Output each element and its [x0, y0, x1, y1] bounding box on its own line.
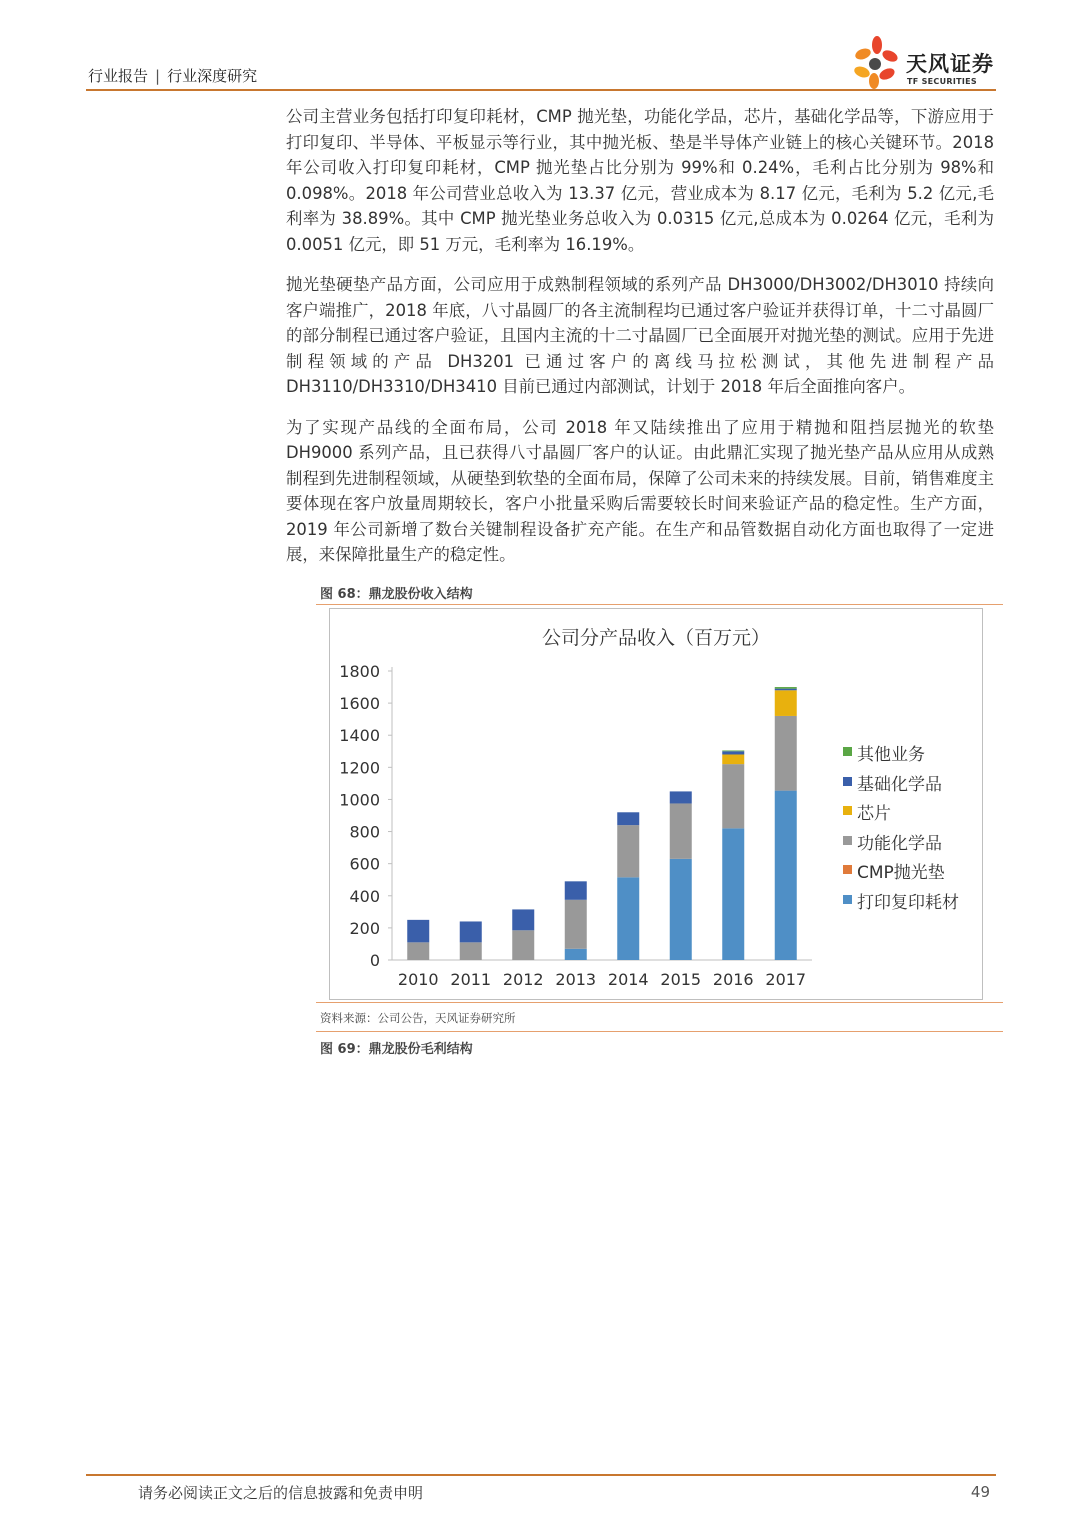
x-tick-label: 2012: [502, 970, 544, 989]
legend-label: 打印复印耗材: [857, 892, 959, 913]
y-tick-label: 1200: [339, 758, 380, 778]
report-category: [88, 65, 257, 86]
y-tick-label: 1600: [339, 694, 380, 714]
chart-legend: [843, 740, 978, 918]
paragraph-1: 公司主营业务包括打印复印耗材，CMP 抛光垫，功能化学品，芯片，基础化学品等，下游应用于打印复印、半导体、平板显示等行业，其中抛光板、垫是半导体产业链上的核心关键环节。2018 年公司收入打印复印耗材，CMP 抛光垫占比分别为 99%和 0.24%，毛利占比分别为 98%和 0.098%。2018 年公司营业总收入为 13.37 亿元，营业成本为 8.17 亿元，毛利为 5.2 亿元,毛利率为 38.89%。其中 CMP 抛光垫业务总收入为 0.0315 亿元,总成本为 0.0264 亿元，毛利为 0.0051 亿元，即 51 万元，毛利率为 16.19%。: [286, 107, 994, 254]
y-tick-label: 200: [349, 918, 380, 938]
bar-segment: [617, 812, 639, 825]
y-tick-label: 600: [349, 854, 380, 874]
bar-segment: [670, 791, 692, 803]
y-tick-label: 1800: [339, 662, 380, 681]
paragraph-3: 为了实现产品线的全面布局，公司 2018 年又陆续推出了应用于精抛和阻挡层抛光的软垫DH9000 系列产品，且已获得八寸晶圆厂客户的认证。由此鼎汇实现了抛光垫产品从应用从成熟制程到先进制程领域，从硬垫到软垫的全面布局，保障了公司未来的持续发展。目前，销售难度主要体现在客户放量周期较长，客户小批量采购后需要较长时间来验证产品的稳定性。生产方面，2019 年公司新增了数台关键制程设备扩充产能。在生产和品管数据自动化方面也取得了一定进展，来保障批量生产的稳定性。: [286, 417, 994, 564]
legend-swatch: [843, 865, 852, 874]
figure-68-source: 资料来源：公司公告，天风证券研究所: [320, 1011, 516, 1025]
x-tick-label: 2011: [450, 970, 492, 989]
bar-segment: [775, 716, 797, 791]
company-logo: [850, 34, 1000, 90]
footer-divider: [86, 1474, 996, 1476]
x-tick-label: 2015: [660, 970, 702, 989]
bar-segment: [407, 942, 429, 960]
y-tick-label: 800: [349, 822, 380, 842]
bar-segment: [617, 825, 639, 877]
bar-segment: [722, 751, 744, 754]
bar-segment: [722, 764, 744, 828]
x-tick-label: 2010: [397, 970, 439, 989]
bar-segment: [722, 828, 744, 960]
legend-label: 基础化学品: [857, 774, 942, 795]
revenue-chart: [329, 608, 983, 1000]
header-divider: [86, 89, 996, 91]
bar-segment: [722, 750, 744, 751]
logo-text-en: TF SECURITIES: [907, 77, 977, 86]
bar-segment: [775, 791, 797, 960]
legend-item: [843, 829, 978, 859]
bar-segment: [407, 920, 429, 942]
legend-label: 其他业务: [857, 745, 925, 765]
header-separator: |: [155, 67, 161, 85]
x-tick-label: 2017: [765, 970, 807, 989]
chart-title: 公司分产品收入（百万元）: [541, 627, 770, 649]
legend-label: CMP抛光垫: [857, 863, 945, 884]
x-tick-label: 2016: [712, 970, 754, 989]
bar-segment: [460, 942, 482, 960]
report-subsection: 行业深度研究: [167, 67, 258, 85]
logo-text-cn: 天风证券: [906, 52, 994, 76]
bar-segment: [722, 754, 744, 764]
legend-item: [843, 888, 978, 918]
legend-item: [843, 858, 978, 888]
footer-disclaimer: 请务必阅读正文之后的信息披露和免责申明: [138, 1484, 424, 1502]
bar-segment: [670, 803, 692, 858]
bar-segment: [565, 881, 587, 899]
legend-item: [843, 770, 978, 800]
bar-segment: [460, 921, 482, 942]
figure-68-bottom-rule: [316, 1002, 1003, 1003]
legend-item: [843, 740, 978, 770]
paragraph-2: 抛光垫硬垫产品方面，公司应用于成熟制程领域的系列产品 DH3000/DH3002/DH3010 持续向客户端推广，2018 年底，八寸晶圆厂的各主流制程均已通过客户验证并获得订单，十二寸晶圆厂的部分制程已通过客户验证，且国内主流的十二寸晶圆厂已全面展开对抛光垫的测试。应用于先进制程领域的产品 DH3201 已通过客户的离线马拉松测试，其他先进制程产品 DH3110/DH3310/DH3410 目前已通过内部测试，计划于 2018 年后全面推向客户。: [286, 275, 994, 396]
y-tick-label: 0: [369, 951, 380, 970]
figure-69-caption: 图 69：鼎龙股份毛利结构: [320, 1042, 473, 1057]
bar-segment: [617, 877, 639, 960]
legend-label: 芯片: [857, 804, 891, 825]
figure-68-caption: 图 68：鼎龙股份收入结构: [320, 587, 473, 602]
bar-segment: [565, 949, 587, 960]
legend-swatch: [843, 836, 852, 845]
report-section: 行业报告: [88, 67, 149, 85]
legend-item: [843, 799, 978, 829]
flower-logo-icon: [850, 34, 900, 90]
bar-segment: [512, 930, 534, 960]
legend-swatch: [843, 806, 852, 815]
bar-segment: [565, 900, 587, 949]
y-tick-label: 400: [349, 886, 380, 906]
y-tick-label: 1000: [339, 790, 380, 810]
figure-69-top-rule: [316, 1031, 1003, 1032]
page-number: 49: [970, 1483, 990, 1501]
legend-label: 功能化学品: [857, 833, 942, 854]
legend-swatch: [843, 747, 852, 756]
bar-segment: [512, 909, 534, 930]
bar-segment: [775, 687, 797, 689]
legend-swatch: [843, 777, 852, 786]
x-tick-label: 2013: [555, 970, 597, 989]
figure-68-top-rule: [316, 604, 1003, 605]
y-tick-label: 1400: [339, 726, 380, 746]
legend-swatch: [843, 895, 852, 904]
bar-segment: [670, 859, 692, 960]
bar-segment: [775, 690, 797, 716]
bar-segment: [775, 689, 797, 691]
page-header: [86, 0, 996, 92]
x-tick-label: 2014: [607, 970, 649, 989]
body-text: [286, 104, 994, 583]
